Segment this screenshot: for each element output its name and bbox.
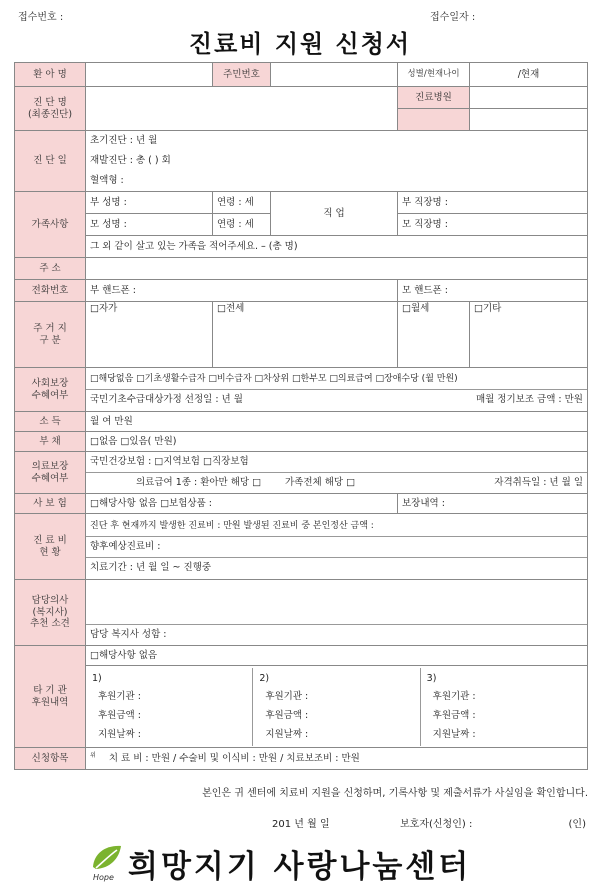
social-security-label bbox=[15, 368, 86, 412]
residence-label-1: 주 거 지 bbox=[33, 323, 67, 335]
mother-phone[interactable]: 모 핸드폰 : bbox=[398, 280, 588, 302]
footer-brand bbox=[90, 838, 471, 888]
row-medical bbox=[15, 452, 588, 494]
agency-2-num: 2) bbox=[259, 672, 270, 684]
phone-label: 전화번호 bbox=[15, 280, 86, 302]
mother-job[interactable]: 모 직장명 : bbox=[398, 214, 588, 236]
cost-label-2: 현 황 bbox=[39, 546, 61, 558]
residence-label bbox=[15, 302, 86, 368]
row-diagnosis-date bbox=[15, 131, 588, 192]
monthly-subsidy[interactable]: 매월 정기보조 금액 : 만원 bbox=[475, 394, 583, 405]
doctor-label-2: (복지사) bbox=[32, 606, 68, 618]
father-name[interactable]: 부 성명 : bbox=[86, 192, 213, 214]
row-phone bbox=[15, 280, 588, 302]
age-suffix: /현재 bbox=[517, 68, 540, 80]
income-label: 소 득 bbox=[15, 412, 86, 432]
other-agencies-none[interactable]: □해당사항 없음 bbox=[86, 646, 588, 666]
row-other-agencies bbox=[15, 666, 588, 748]
diagnosis-field[interactable] bbox=[86, 87, 398, 131]
medical-aid-line bbox=[86, 472, 587, 493]
application-form-table bbox=[14, 62, 588, 770]
declaration-text: 본인은 귀 센터에 치료비 지원을 신청하며, 기록사항 및 제출서류가 사실임을 확인합니다. bbox=[202, 788, 588, 799]
request-label: 신청항목 bbox=[15, 748, 86, 770]
father-age[interactable]: 연령 : 세 bbox=[213, 192, 271, 214]
residence-own[interactable]: □자가 bbox=[86, 302, 213, 368]
residence-monthly[interactable]: □월세 bbox=[398, 302, 470, 368]
residence-other[interactable]: □기타 bbox=[470, 302, 588, 368]
patient-name-label: 환 아 명 bbox=[15, 63, 86, 87]
basic-livelihood-date[interactable]: 국민기초수급대상가정 선정일 : 년 월 bbox=[90, 394, 243, 405]
job-label: 직 업 bbox=[271, 192, 398, 236]
gender-age-label: 성별/현재나이 bbox=[398, 63, 470, 87]
family-label: 가족사항 bbox=[15, 192, 86, 258]
mother-name[interactable]: 모 성명 : bbox=[86, 214, 213, 236]
hospital-field-extra[interactable] bbox=[470, 109, 588, 131]
residence-label-2: 구 분 bbox=[39, 334, 61, 346]
basic-livelihood-line bbox=[86, 389, 587, 410]
row-cost bbox=[15, 514, 588, 580]
doctor-label-1: 담당의사 bbox=[31, 595, 69, 607]
row-family-father bbox=[15, 192, 588, 214]
request-field[interactable] bbox=[86, 748, 588, 770]
other-agencies-cell bbox=[86, 666, 588, 748]
social-security-options[interactable]: □해당없음 □기초생활수급자 □비수급자 □차상위 □한부모 □의료급여 □장애수당 (월 만원) bbox=[90, 374, 458, 384]
medical-aid-family[interactable]: 가족전체 해당 □ bbox=[285, 477, 356, 488]
hospital-label-extra bbox=[398, 109, 470, 131]
agency-3-amount[interactable]: 후원금액 : bbox=[432, 709, 476, 721]
mother-age[interactable]: 연령 : 세 bbox=[213, 214, 271, 236]
medical-cell bbox=[86, 452, 588, 494]
resident-number-field[interactable] bbox=[271, 63, 398, 87]
cost-label bbox=[15, 514, 86, 580]
other-agencies-label bbox=[15, 646, 86, 748]
form-title: 진료비 지원 신청서 bbox=[188, 30, 412, 58]
patient-name-field[interactable] bbox=[86, 63, 213, 87]
agency-2-org[interactable]: 후원기관 : bbox=[265, 690, 309, 702]
cost-label-1: 진 료 비 bbox=[33, 535, 67, 547]
debt-field[interactable]: □없음 □있음( 만원) bbox=[86, 432, 588, 452]
row-insurance bbox=[15, 494, 588, 514]
receipt-date-label: 접수일자 : bbox=[430, 12, 476, 23]
row-family-others bbox=[15, 236, 588, 258]
request-items: 치 료 비 : 만원 / 수술비 및 이식비 : 만원 / 치료보조비 : 만원 bbox=[108, 753, 360, 765]
hospital-label: 진료병원 bbox=[398, 87, 470, 109]
receipt-number-label: 접수번호 : bbox=[18, 12, 64, 23]
social-security-label-2: 수혜여부 bbox=[31, 389, 69, 401]
doctor-opinion-field[interactable] bbox=[86, 580, 587, 624]
agency-3-org[interactable]: 후원기관 : bbox=[432, 690, 476, 702]
agency-3-num: 3) bbox=[426, 672, 437, 684]
diagnosis-label-1: 진 단 명 bbox=[33, 97, 67, 109]
doctor-label-3: 추천 소견 bbox=[30, 618, 70, 630]
insurance-label: 사 보 험 bbox=[15, 494, 86, 514]
medical-label-2: 수혜여부 bbox=[31, 472, 69, 484]
cost-so-far[interactable]: 진단 후 현재까지 발생한 진료비 : 만원 발생된 진료비 중 본인정산 금액 : bbox=[90, 520, 374, 531]
diagnosis-date-cell bbox=[86, 131, 588, 192]
organization-name: 희망지기 사랑나눔센터 bbox=[128, 848, 472, 885]
agency-col-2 bbox=[253, 668, 420, 746]
insurance-field[interactable]: □해당사항 없음 □보험상품 : bbox=[86, 494, 398, 514]
agency-3-date[interactable]: 지원날짜 : bbox=[432, 728, 476, 740]
request-mark: 위 bbox=[90, 752, 96, 760]
social-worker-name[interactable]: 담당 복지사 성함 : bbox=[86, 624, 587, 645]
hospital-field[interactable] bbox=[470, 87, 588, 109]
row-address bbox=[15, 258, 588, 280]
row-patient bbox=[15, 63, 588, 87]
agency-2-amount[interactable]: 후원금액 : bbox=[265, 709, 309, 721]
hope-logo-icon bbox=[90, 843, 124, 883]
cost-cell bbox=[86, 514, 588, 580]
income-field[interactable]: 월 여 만원 bbox=[86, 412, 588, 432]
logo-text: Hope bbox=[93, 873, 114, 882]
guardian-signature[interactable]: 보호자(신청인) : bbox=[400, 819, 473, 830]
family-others[interactable]: 그 외 같이 살고 있는 가족을 적어주세요. – (총 명) bbox=[86, 236, 588, 258]
row-social-security bbox=[15, 368, 588, 412]
medical-aid-patient[interactable]: 의료급여 1종 : 환아만 해당 □ bbox=[136, 477, 262, 488]
agency-1-date[interactable]: 지원날짜 : bbox=[98, 728, 141, 740]
doctor-label bbox=[15, 580, 86, 646]
social-security-cell bbox=[86, 368, 588, 412]
other-agencies-label-1: 타 기 관 bbox=[33, 685, 67, 697]
medical-label-1: 의료보장 bbox=[31, 461, 69, 473]
agency-col-1 bbox=[86, 668, 253, 746]
qualification-date[interactable]: 자격취득일 : 년 월 일 bbox=[494, 477, 583, 488]
treatment-period[interactable]: 치료기간 : 년 월 일 ~ 진행중 bbox=[86, 557, 587, 578]
medical-label bbox=[15, 452, 86, 494]
diagnosis-label bbox=[15, 87, 86, 131]
row-debt bbox=[15, 432, 588, 452]
expected-cost[interactable]: 향후예상진료비 : bbox=[86, 536, 587, 557]
signature-date[interactable]: 201 년 월 일 bbox=[272, 819, 330, 830]
row-doctor bbox=[15, 580, 588, 646]
row-residence bbox=[15, 302, 588, 368]
row-request bbox=[15, 748, 588, 770]
coverage-field[interactable]: 보장내역 : bbox=[398, 494, 588, 514]
health-insurance[interactable]: 국민건강보험 : □지역보험 □직장보험 bbox=[90, 456, 249, 467]
father-phone[interactable]: 부 핸드폰 : bbox=[86, 280, 398, 302]
doctor-cell bbox=[86, 580, 588, 646]
debt-label: 부 채 bbox=[15, 432, 86, 452]
initial-diagnosis[interactable]: 초기진단 : 년 월 bbox=[90, 135, 158, 146]
diagnosis-label-2: (최종진단) bbox=[27, 108, 73, 120]
blood-type[interactable]: 혈액형 : bbox=[90, 175, 124, 186]
residence-jeonse[interactable]: □전세 bbox=[213, 302, 398, 368]
row-income bbox=[15, 412, 588, 432]
address-field[interactable] bbox=[86, 258, 588, 280]
social-security-label-1: 사회보장 bbox=[31, 378, 69, 390]
age-field[interactable] bbox=[470, 63, 588, 87]
resident-number-label: 주민번호 bbox=[213, 63, 271, 87]
agency-1-org[interactable]: 후원기관 : bbox=[98, 690, 141, 702]
father-job[interactable]: 부 직장명 : bbox=[398, 192, 588, 214]
seal-mark: (인) bbox=[568, 819, 586, 830]
address-label: 주 소 bbox=[15, 258, 86, 280]
agency-col-3 bbox=[421, 668, 587, 746]
agency-2-date[interactable]: 지원날짜 : bbox=[265, 728, 309, 740]
row-other-agencies-none bbox=[15, 646, 588, 666]
row-diagnosis bbox=[15, 87, 588, 109]
other-agencies-columns bbox=[86, 668, 587, 746]
agency-1-amount[interactable]: 후원금액 : bbox=[98, 709, 141, 721]
diagnosis-date-label: 진 단 일 bbox=[15, 131, 86, 192]
relapse-diagnosis[interactable]: 재발진단 : 총 ( ) 회 bbox=[90, 155, 171, 166]
agency-1-num: 1) bbox=[92, 672, 102, 684]
other-agencies-label-2: 후원내역 bbox=[31, 696, 69, 708]
